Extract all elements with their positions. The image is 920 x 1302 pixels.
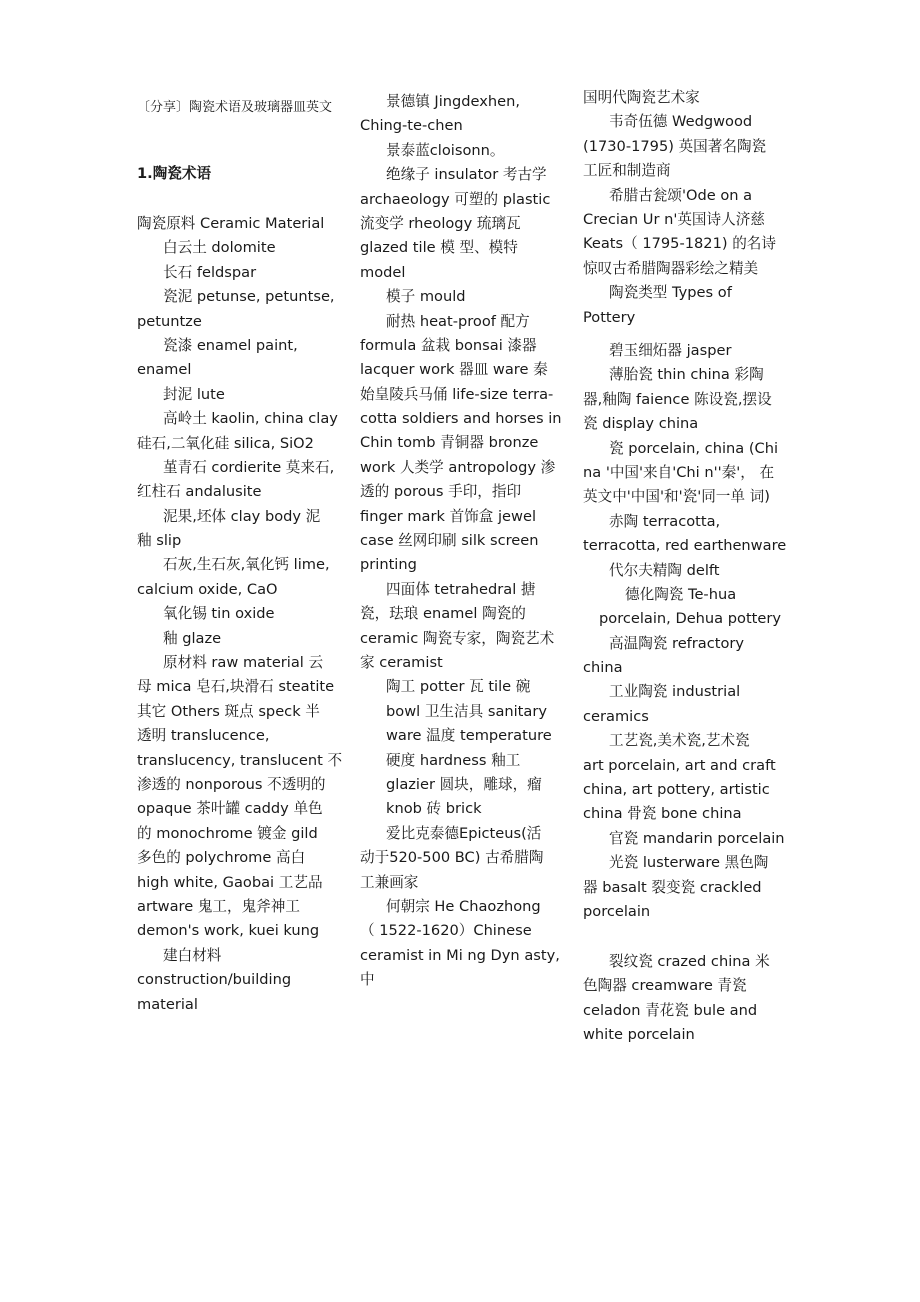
glossary-line: 瓷泥 petunse, petuntse, [163,288,335,306]
column-1-glossary [137,212,342,1017]
glossary-line: Keats（ 1795-1821) 的名诗 [583,235,776,253]
glossary-line: china [583,659,623,677]
glossary-line: demon's work, kuei kung [137,922,320,940]
glossary-line: 透明 translucence, [137,727,270,745]
glossary-line: lacquer work 器皿 ware 秦 [360,361,548,379]
glossary-line: Ching-te-chen [360,117,463,135]
glossary-line: 高岭土 kaolin, china clay [163,410,338,428]
glossary-line: enamel [137,361,192,379]
glossary-line: Chin tomb 青铜器 bronze [360,434,539,452]
glossary-line: 透的 porous 手印，指印 [360,483,522,501]
glossary-line: printing [360,556,417,574]
glossary-line: 始皇陵兵马俑 life-size terra- [360,385,554,403]
column-3-glossary-part-a [583,86,776,330]
glossary-line: 何朝宗 He Chaozhong [386,897,541,915]
column-2-glossary [360,90,562,992]
glossary-line: artware 鬼工，鬼斧神工 [137,897,300,915]
glossary-line: 德化陶瓷 Te-hua [625,585,737,603]
glossary-line: 的 monochrome 镀金 gild [137,824,318,842]
document-title: 〔分享〕陶瓷术语及玻璃器皿英文 [137,100,333,115]
glossary-line: case 丝网印刷 silk screen [360,532,539,550]
glossary-line: 瓷漆 enamel paint, [163,336,298,354]
glossary-line: china 骨瓷 bone china [583,805,742,823]
glossary-line: 工兼画家 [360,873,419,891]
glossary-line: 母 mica 皂石,块滑石 steatite [137,678,335,696]
glossary-line: 瓷，珐琅 enamel 陶瓷的 [360,605,526,623]
glossary-line: 器,釉陶 faience 陈设瓷,摆设 [583,390,772,408]
glossary-line: glazier 圆块，雕球，瘤 [386,775,542,793]
glossary-line: 家 ceramist [360,653,443,671]
glossary-line: archaeology 可塑的 plastic [360,190,551,208]
glossary-line: calcium oxide, CaO [137,580,278,598]
glossary-line: 白云土 dolomite [163,239,276,257]
glossary-line: 陶工 potter 瓦 tile 碗 [386,678,531,696]
glossary-line: 器 basalt 裂变瓷 crackled [583,878,762,896]
glossary-line: finger mark 首饰盒 jewel [360,507,536,525]
glossary-line: Crecian Ur n'英国诗人济慈 [583,210,765,228]
glossary-line: 希腊古瓮颂'Ode on a [609,186,753,204]
glossary-line: terracotta, red earthenware [583,537,787,555]
glossary-line: ware 温度 temperature [386,727,552,745]
glossary-line: 工业陶瓷 industrial [609,683,741,701]
glossary-line: model [360,263,406,281]
glossary-line: art porcelain, art and craft [583,756,776,774]
glossary-line: petuntze [137,312,202,330]
glossary-line: 瓷 display china [583,415,699,433]
column-3-glossary-part-b [583,339,786,924]
glossary-line: ceramist in Mi ng Dyn asty, [360,946,560,964]
glossary-line: 渗透的 nonporous 不透明的 [137,775,326,793]
glossary-line: 景泰蓝cloisonn。 [386,141,505,159]
glossary-line: 惊叹古希腊陶器彩绘之精美 [583,259,759,277]
glossary-line: 硬度 hardness 釉工 [386,751,521,769]
glossary-line: 其它 Others 斑点 speck 半 [137,702,320,720]
glossary-line: 釉 glaze [163,629,222,647]
glossary-line: 红柱石 andalusite [137,483,262,501]
glossary-line: bowl 卫生洁具 sanitary [386,702,547,720]
glossary-line: na '中国'来自'Chi n''秦'， 在 [583,463,775,481]
glossary-line: 泥果,坯体 clay body 泥 [163,507,321,525]
glossary-line: 石灰,生石灰,氧化钙 lime, [163,556,330,574]
glossary-line: Pottery [583,308,636,326]
glossary-line: 赤陶 terracotta, [609,512,721,530]
glossary-line: （ 1522-1620）Chinese [360,922,532,940]
glossary-line: 封泥 lute [163,385,225,403]
section-heading: 1.陶瓷术语 [137,165,212,182]
glossary-line: 瓷 porcelain, china (Chi [609,439,779,457]
glossary-line: 韦奇伍德 Wedgwood [609,113,753,131]
glossary-line: 动于520-500 BC) 古希腊陶 [360,849,544,867]
glossary-line: 耐热 heat-proof 配方 [386,312,530,330]
column-3-glossary-part-c [583,950,770,1048]
glossary-line: 堇青石 cordierite 莫来石, [163,458,335,476]
glossary-line: 陶瓷类型 Types of [609,284,732,302]
glossary-line: 中 [360,971,375,989]
glossary-line: celadon 青花瓷 bule and [583,1001,758,1019]
glossary-line: 薄胎瓷 thin china 彩陶 [609,366,764,384]
glossary-line: 光瓷 lusterware 黑色陶 [609,854,769,872]
glossary-line: 流变学 rheology 琉璃瓦 [360,214,521,232]
glossary-line: porcelain [583,902,651,920]
glossary-line: 建白材料 [163,946,222,964]
glossary-line: translucency, translucent 不 [137,751,343,769]
glossary-line: china, art pottery, artistic [583,781,770,799]
glossary-line: 代尔夫精陶 delft [609,561,720,579]
glossary-line: 模子 mould [386,288,466,306]
glossary-line: 多色的 polychrome 高白 [137,849,306,867]
glossary-line: formula 盆栽 bonsai 漆器 [360,336,537,354]
glossary-line: (1730-1795) 英国著名陶瓷 [583,137,767,155]
glossary-line: work 人类学 antropology 渗 [360,458,556,476]
glossary-line: 景德镇 Jingdexhen, [386,93,521,110]
glossary-line: 釉 slip [137,532,182,550]
glossary-line: 官瓷 mandarin porcelain [609,829,785,847]
glossary-line: 色陶器 creamware 青瓷 [583,977,747,995]
glossary-line: glazed tile 模 型、模特 [360,239,518,257]
glossary-line: opaque 茶叶罐 caddy 单色 [137,800,323,818]
glossary-line: construction/building [137,971,292,989]
glossary-line: 英文中'中国'和'瓷'同一单 词) [583,488,770,506]
glossary-line: high white, Gaobai 工艺品 [137,873,323,891]
glossary-line: 原材料 raw material 云 [163,654,324,672]
glossary-line: 爱比克泰德Epicteus(活 [386,824,542,842]
glossary-line: 长石 feldspar [163,263,257,281]
glossary-line: 陶瓷原料 Ceramic Material [137,215,325,232]
glossary-line: ceramic 陶瓷专家，陶瓷艺术 [360,629,555,647]
glossary-line: 硅石,二氧化硅 silica, SiO2 [137,434,314,452]
glossary-line: 工匠和制造商 [583,162,671,180]
glossary-line: porcelain, Dehua pottery [599,610,782,628]
glossary-line: material [137,995,198,1013]
glossary-line: knob 砖 brick [386,800,482,818]
glossary-line: white porcelain [583,1026,695,1044]
glossary-line: 碧玉细炻器 jasper [609,342,732,359]
glossary-line: 氧化锡 tin oxide [163,605,275,623]
glossary-line: 高温陶瓷 refractory [609,634,745,652]
glossary-line: 四面体 tetrahedral 搪 [386,580,536,598]
glossary-line: 工艺瓷,美术瓷,艺术瓷 [609,732,750,750]
glossary-line: cotta soldiers and horses in [360,410,562,428]
glossary-line: 国明代陶瓷艺术家 [583,89,700,106]
glossary-line: 裂纹瓷 crazed china 米 [609,953,770,970]
glossary-line: ceramics [583,707,649,725]
glossary-line: 绝缘子 insulator 考古学 [386,166,547,184]
